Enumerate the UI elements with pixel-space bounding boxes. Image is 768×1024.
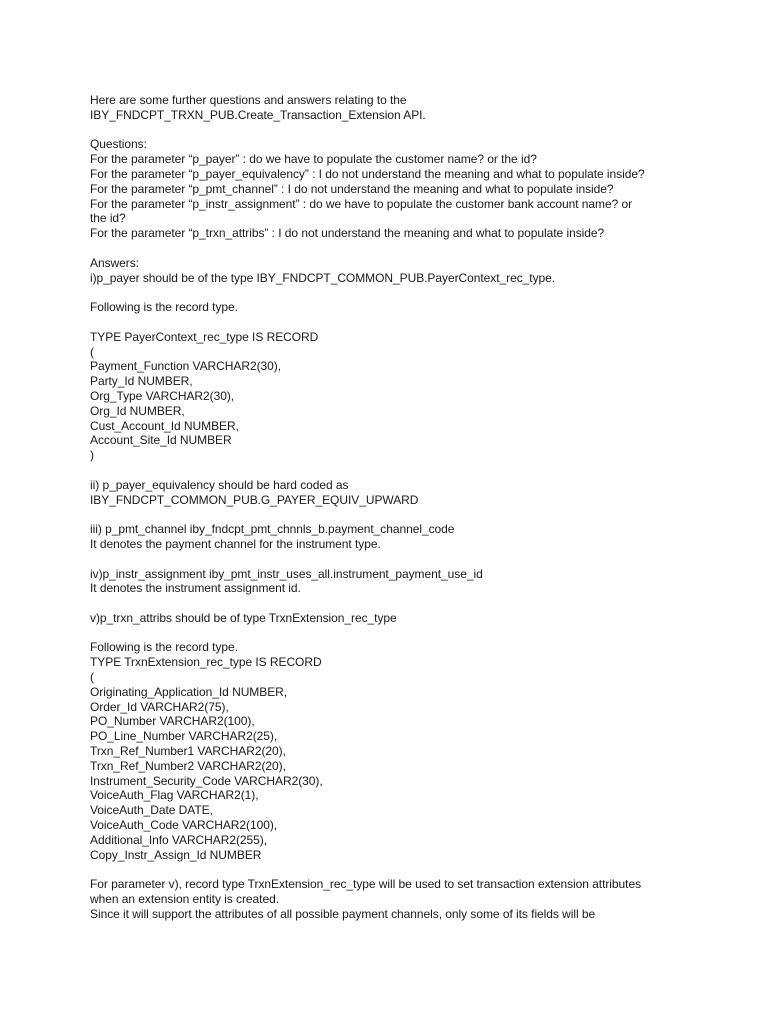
closing-line: Since it will support the attributes of all possible payment channels, only some of its fields will be (90, 906, 596, 921)
paragraph-gap (90, 123, 730, 138)
paragraph-gap (90, 552, 730, 567)
question-line: For the parameter “p_instr_assignment” : do we have to populate the customer bank account name? or (90, 196, 633, 211)
code-line: Trxn_Ref_Number1 VARCHAR2(20), (90, 744, 286, 759)
paragraph-gap (90, 862, 730, 877)
code-line: Instrument_Security_Code VARCHAR2(30), (90, 773, 323, 788)
intro-line: IBY_FNDCPT_TRXN_PUB.Create_Transaction_Extension API. (90, 107, 426, 122)
code-line: Originating_Application_Id NUMBER, (90, 684, 288, 699)
intro-line: Here are some further questions and answers relating to the (90, 93, 407, 107)
code-line: PO_Line_Number VARCHAR2(25), (90, 729, 278, 744)
paragraph-gap (90, 315, 730, 330)
record-note: Following is the record type. (90, 640, 238, 655)
code-line: ) (90, 448, 94, 463)
closing-paragraph (90, 877, 730, 921)
question-line: For the parameter “p_pmt_channel” : I do not understand the meaning and what to populate inside? (90, 181, 614, 196)
code-line: ( (90, 670, 94, 685)
closing-line: when an extension entity is created. (90, 892, 279, 907)
code-line: Account_Site_Id NUMBER (90, 433, 232, 448)
answers-heading: Answers: (90, 255, 139, 270)
code-line: Payment_Function VARCHAR2(30), (90, 359, 282, 374)
code-line: Org_Id NUMBER, (90, 403, 185, 418)
record-note: Following is the record type. (90, 300, 238, 315)
code-line: Party_Id NUMBER, (90, 374, 193, 389)
answer-3 (90, 522, 730, 552)
code-line: ( (90, 344, 94, 359)
question-line: For the parameter “p_payer_equivalency” : I do not understand the meaning and what to populate inside? (90, 166, 645, 181)
code-line: TYPE TrxnExtension_rec_type IS RECORD (90, 655, 322, 670)
code-line: Additional_Info VARCHAR2(255), (90, 832, 268, 847)
answer-2 (90, 478, 730, 508)
question-line: For the parameter “p_payer” : do we have to populate the customer name? or the id? (90, 152, 537, 167)
questions-section (90, 137, 730, 241)
code-line: VoiceAuth_Code VARCHAR2(100), (90, 818, 278, 833)
intro-paragraph (90, 93, 730, 123)
question-line: the id? (90, 211, 126, 226)
code-line: Trxn_Ref_Number2 VARCHAR2(20), (90, 758, 286, 773)
trxn-record-definition (90, 640, 730, 862)
code-line: PO_Number VARCHAR2(100), (90, 714, 255, 729)
code-line: VoiceAuth_Date DATE, (90, 803, 213, 818)
answer-line: v)p_trxn_attribs should be of type TrxnExtension_rec_type (90, 610, 397, 625)
answer-line: iv)p_instr_assignment iby_pmt_instr_uses_all.instrument_payment_use_id (90, 566, 483, 581)
answers-section (90, 256, 730, 286)
answer-line: iii) p_pmt_channel iby_fndcpt_pmt_chnnls_b.payment_channel_code (90, 522, 455, 537)
paragraph-gap (90, 507, 730, 522)
answer-line: i)p_payer should be of the type IBY_FNDCPT_COMMON_PUB.PayerContext_rec_type. (90, 270, 556, 285)
document-body (90, 93, 730, 922)
paragraph-gap (90, 463, 730, 478)
paragraph-gap (90, 241, 730, 256)
closing-line: For parameter v), record type TrxnExtension_rec_type will be used to set transaction extension attributes (90, 877, 642, 892)
answer-line: IBY_FNDCPT_COMMON_PUB.G_PAYER_EQUIV_UPWARD (90, 492, 419, 507)
paragraph-gap (90, 285, 730, 300)
code-line: TYPE PayerContext_rec_type IS RECORD (90, 329, 319, 344)
question-line: For the parameter “p_trxn_attribs” : I do not understand the meaning and what to populate inside? (90, 226, 605, 241)
code-line: Copy_Instr_Assign_Id NUMBER (90, 847, 262, 862)
paragraph-gap (90, 596, 730, 611)
answer-4 (90, 567, 730, 597)
paragraph-gap (90, 626, 730, 641)
code-line: Org_Type VARCHAR2(30), (90, 388, 235, 403)
code-line: Cust_Account_Id NUMBER, (90, 418, 239, 433)
questions-heading: Questions: (90, 137, 147, 152)
code-line: VoiceAuth_Flag VARCHAR2(1), (90, 788, 259, 803)
answer-line: ii) p_payer_equivalency should be hard coded as (90, 477, 349, 492)
payer-record-definition (90, 330, 730, 463)
answer-line: It denotes the payment channel for the instrument type. (90, 536, 381, 551)
answer-line: It denotes the instrument assignment id. (90, 581, 301, 596)
code-line: Order_Id VARCHAR2(75), (90, 699, 229, 714)
